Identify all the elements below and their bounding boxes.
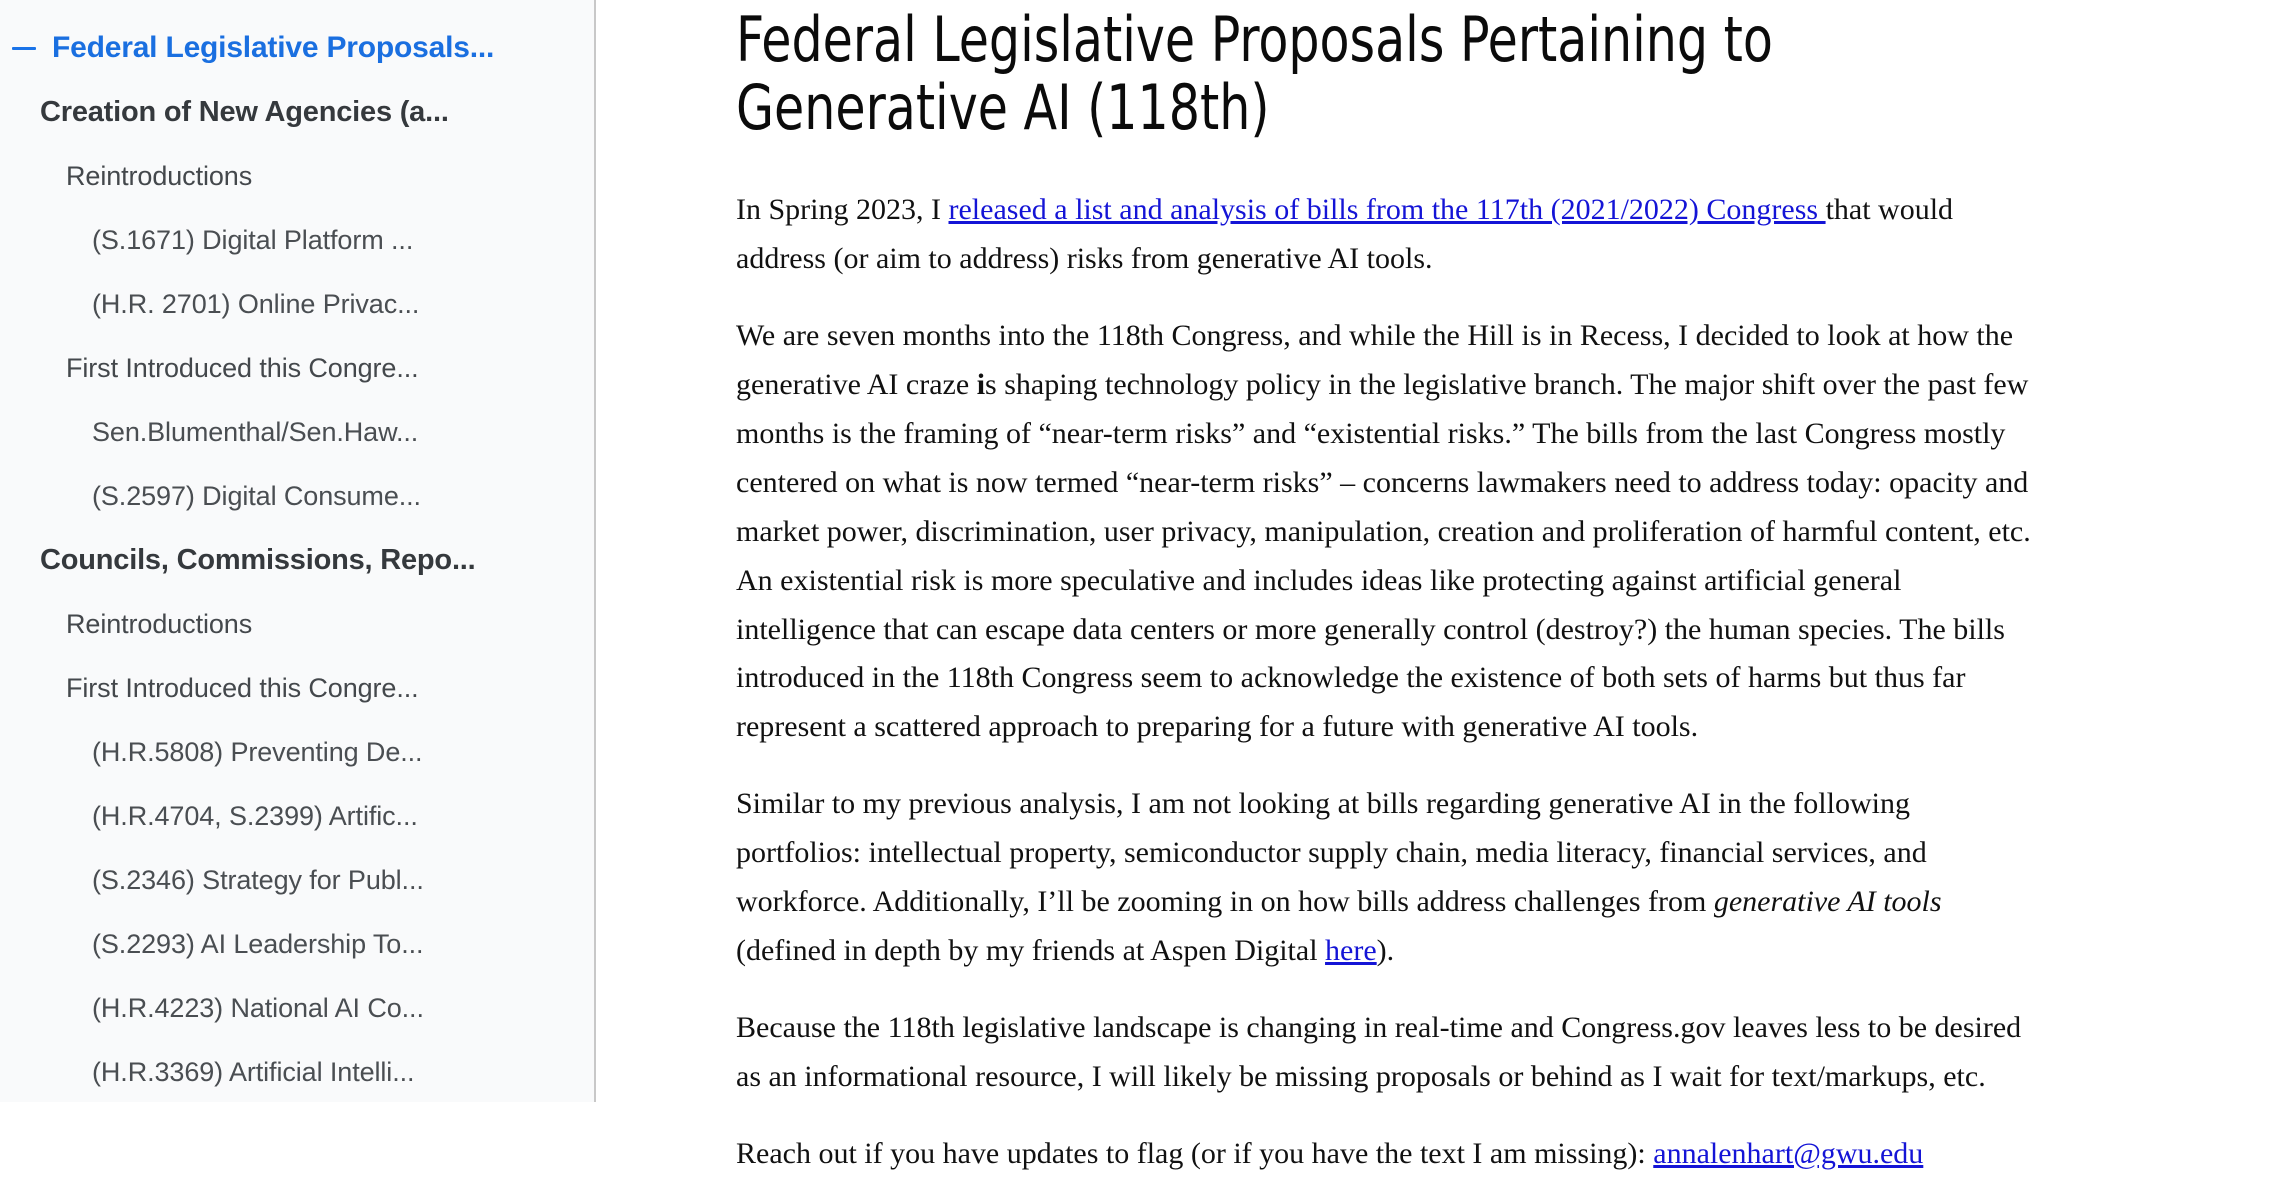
outline-item-1[interactable] <box>0 80 594 144</box>
outline-item-label: (H.R.3369) Artificial Intelli... <box>92 1056 415 1087</box>
outline-item-label: First Introduced this Congre... <box>66 672 419 703</box>
paragraph-p4 <box>736 1004 2031 1102</box>
document-link[interactable]: annalenhart@gwu.edu <box>1653 1136 1924 1170</box>
paragraph-p1 <box>736 186 2031 284</box>
paragraph-list <box>736 186 2278 1178</box>
outline-item-label: (H.R. 2701) Online Privac... <box>92 288 420 319</box>
outline-item-8[interactable] <box>0 528 594 592</box>
outline-item-label: (S.2597) Digital Consume... <box>92 480 421 511</box>
text-run: We are seven months into the 118th Congress, and while the Hill is in Recess, I decided to look at how the generative AI craze <box>736 319 2014 402</box>
outline-item-5[interactable] <box>0 336 594 400</box>
document-body <box>736 0 2278 1178</box>
outline-item-15[interactable] <box>0 976 594 1040</box>
paragraph-p2 <box>736 312 2031 752</box>
outline-item-label: Federal Legislative Proposals... <box>52 31 495 64</box>
outline-item-4[interactable] <box>0 272 594 336</box>
outline-item-label: Reintroductions <box>66 608 253 639</box>
outline-item-12[interactable] <box>0 784 594 848</box>
outline-item-label: (H.R.4223) National AI Co... <box>92 992 424 1023</box>
outline-item-3[interactable] <box>0 208 594 272</box>
outline-item-label: Councils, Commissions, Repo... <box>40 543 476 576</box>
outline-item-label: Creation of New Agencies (a... <box>40 95 449 128</box>
document-link[interactable]: here <box>1325 933 1377 967</box>
outline-item-13[interactable] <box>0 848 594 912</box>
outline-item-6[interactable] <box>0 400 594 464</box>
outline-item-label: (S.1671) Digital Platform ... <box>92 224 414 255</box>
text-run: s shaping technology policy in the legislative branch. The major shift over the past few months is the framing of “near-term risks” and “existential risks.” The bills from the last Congress mostly centered on what is now termed “near-term risks” – concerns lawmakers need to address today: opacity and market power, discrimination, user privacy, manipulation, creation and proliferation of harmful content, etc. An existential risk is more speculative and includes ideas like protecting against artificial general intelligence that can escape data centers or more generally control (destroy?) the human species. The bills introduced in the 118th Congress seem to acknowledge the existence of both sets of harms but thus far represent a scattered approach to preparing for a future with generative AI tools. <box>736 368 2031 744</box>
text-run: (defined in depth by my friends at Aspen Digital <box>736 933 1326 967</box>
outline-item-11[interactable] <box>0 720 594 784</box>
outline-item-2[interactable] <box>0 144 594 208</box>
bold-text: i <box>976 368 986 402</box>
paragraph-p5 <box>736 1130 2031 1178</box>
outline-item-label: Reintroductions <box>66 160 253 191</box>
outline-item-label: Sen.Blumenthal/Sen.Haw... <box>92 416 419 447</box>
text-run: Reach out if you have updates to flag (or if you have the text I am missing): <box>736 1136 1654 1170</box>
document-content-pane <box>596 0 2278 1170</box>
document-outline-sidebar[interactable] <box>0 0 596 1102</box>
text-run: Because the 118th legislative landscape is changing in real-time and Congress.gov leaves less to be desired as an informational resource, I will likely be missing proposals or behind as I wait for text/markups, etc. <box>736 1010 2022 1093</box>
outline-item-label: (S.2346) Strategy for Publ... <box>92 864 424 895</box>
page-title: Federal Legislative Proposals Pertaining to Generative AI (118th) <box>736 3 1773 145</box>
outline-item-7[interactable] <box>0 464 594 528</box>
outline-item-label: (H.R.5808) Preventing De... <box>92 736 423 767</box>
outline-item-9[interactable] <box>0 592 594 656</box>
outline-item-16[interactable] <box>0 1040 594 1104</box>
document-link[interactable]: released a list and analysis of bills from the 117th (2021/2022) Congress <box>948 193 1826 227</box>
text-run: Similar to my previous analysis, I am not looking at bills regarding generative AI in the following portfolios: intellectual property, semiconductor supply chain, media literacy, financial services, and workforce. Additionally, I’ll be zooming in on how bills address challenges from <box>736 787 1927 918</box>
text-run: ). <box>1376 933 1395 967</box>
outline-item-10[interactable] <box>0 656 594 720</box>
outline-item-label: (H.R.4704, S.2399) Artific... <box>92 800 418 831</box>
outline-item-label: First Introduced this Congre... <box>66 352 419 383</box>
outline-item-0[interactable] <box>0 16 594 80</box>
paragraph-p3 <box>736 780 2031 976</box>
text-run: that would address (or aim to address) risks from generative AI tools. <box>736 193 1954 276</box>
outline-item-label: (S.2293) AI Leadership To... <box>92 928 424 959</box>
text-run: In Spring 2023, I <box>736 193 949 227</box>
minus-icon[interactable] <box>12 47 36 50</box>
outline-list <box>0 16 594 1104</box>
outline-item-14[interactable] <box>0 912 594 976</box>
italic-text: generative AI tools <box>1713 884 1942 918</box>
